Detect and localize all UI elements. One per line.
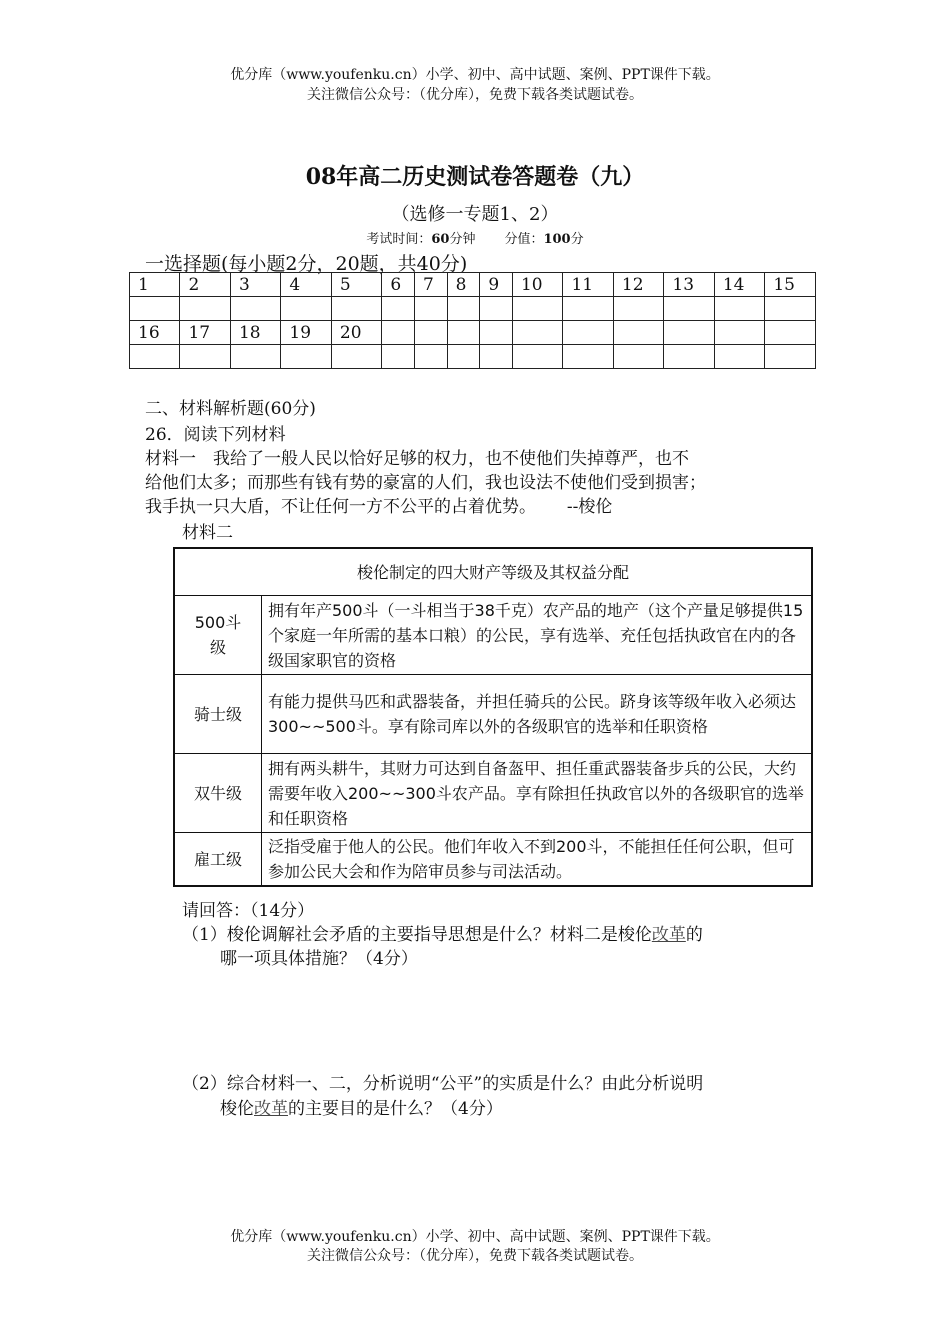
question-number [480, 321, 513, 345]
question-2-cont [220, 1096, 503, 1122]
answer-cell[interactable] [415, 297, 448, 321]
question-number: 15 [765, 273, 816, 297]
header-line-1: 优分库（www.youfenku.cn）小学、初中、高中试题、案例、PPT课件下载。 [230, 67, 720, 83]
answer-cell [563, 345, 613, 369]
page-subtitle: （选修一专题1、2） [391, 204, 559, 225]
answer-cell [480, 345, 513, 369]
score-label: 分值： [504, 232, 544, 247]
answer-cell [613, 345, 663, 369]
answer-cell [447, 345, 480, 369]
answer-cell[interactable] [512, 297, 562, 321]
question-number [415, 321, 448, 345]
question-number [447, 321, 480, 345]
time-label: 考试时间： [366, 232, 432, 247]
table-row [174, 754, 812, 833]
answer-cell[interactable] [382, 297, 415, 321]
header-line-2: 关注微信公众号：（优分库），免费下载各类试题试卷。 [307, 87, 643, 103]
section1-heading: 一选择题(每小题2分，20题，共40分) [145, 253, 468, 275]
question-number [664, 321, 714, 345]
score-value: 100 [543, 232, 571, 247]
question-2: （2）综合材料一、二，分析说明“公平”的实质是什么？由此分析说明 [182, 1074, 704, 1094]
reform-link[interactable]: 改革 [651, 925, 686, 945]
reform-link[interactable]: 改革 [254, 1099, 288, 1119]
answer-cell[interactable] [765, 297, 816, 321]
grade-name: 500斗级 [174, 596, 262, 675]
question-number: 17 [180, 321, 230, 345]
answer-grid [129, 272, 816, 369]
answer-cell[interactable] [230, 345, 280, 369]
question-1-text-end: 的 [685, 925, 703, 945]
question-number: 10 [512, 273, 562, 297]
grade-description: 拥有两头耕牛，其财力可达到自备盔甲、担任重武器装备步兵的公民，大约需要年收入200~~300斗农产品。享有除担任执政官以外的各级职官的选举和任职资格 [262, 754, 813, 833]
page-title: 08年高二历史测试卷答题卷（九） [305, 164, 645, 190]
question-number: 2 [180, 273, 230, 297]
answer-cell[interactable] [331, 345, 381, 369]
question-2-text: 梭伦 [220, 1099, 254, 1119]
question-number: 20 [331, 321, 381, 345]
answer-cell [664, 345, 714, 369]
question-number: 4 [281, 273, 331, 297]
table-row [174, 596, 812, 675]
answer-cell[interactable] [613, 297, 663, 321]
answer-cell [382, 345, 415, 369]
answer-cell [714, 345, 764, 369]
answer-grid-row [130, 321, 816, 345]
answer-cell[interactable] [281, 345, 331, 369]
answer-prompt: 请回答：（14分） [182, 901, 315, 921]
grade-name: 双牛级 [174, 754, 262, 833]
footer-line-2: 关注微信公众号：（优分库），免费下载各类试题试卷。 [307, 1248, 643, 1264]
grade-name: 雇工级 [174, 833, 262, 887]
question-number: 11 [563, 273, 613, 297]
question-number [613, 321, 663, 345]
time-unit: 分钟 [449, 232, 476, 247]
answer-cell [512, 345, 562, 369]
table-row [174, 675, 812, 754]
question-number [512, 321, 562, 345]
material1-line: 我手执一只大盾，不让任何一方不公平的占着优势。 --梭伦 [145, 497, 613, 517]
question-number: 7 [415, 273, 448, 297]
grade-description: 拥有年产500斗（一斗相当于38千克）农产品的地产（这个产量足够提供15个家庭一年所需的基本口粮）的公民，享有选举、充任包括执政官在内的各级国家职官的资格 [262, 596, 813, 675]
score-unit: 分 [570, 232, 584, 247]
question-number: 12 [613, 273, 663, 297]
answer-cell[interactable] [331, 297, 381, 321]
question-number [714, 321, 764, 345]
material1-line: 给他们太多；而那些有钱有势的豪富的人们，我也设法不使他们受到损害； [145, 473, 706, 493]
footer-line-1: 优分库（www.youfenku.cn）小学、初中、高中试题、案例、PPT课件下载。 [230, 1229, 720, 1245]
material1-line: 材料一 我给了一般人民以恰好足够的权力，也不使他们失掉尊严，也不 [145, 449, 689, 469]
answer-cell[interactable] [180, 345, 230, 369]
answer-cell[interactable] [714, 297, 764, 321]
question-1-cont: 哪一项具体措施？（4分） [220, 949, 418, 969]
grade-name: 骑士级 [174, 675, 262, 754]
question-number: 18 [230, 321, 280, 345]
question-number: 13 [664, 273, 714, 297]
question-number: 3 [230, 273, 280, 297]
question-number [382, 321, 415, 345]
answer-cell[interactable] [130, 345, 180, 369]
question-number: 1 [130, 273, 180, 297]
question-number: 5 [331, 273, 381, 297]
answer-cell[interactable] [130, 297, 180, 321]
question-1 [182, 922, 703, 948]
grade-description: 有能力提供马匹和武器装备，并担任骑兵的公民。跻身该等级年收入必须达300~~500斗。享有除司库以外的各级职官的选举和任职资格 [262, 675, 813, 754]
question-number: 8 [447, 273, 480, 297]
grade-description: 泛指受雇于他人的公民。他们年收入不到200斗，不能担任任何公职，但可参加公民大会和作为陪审员参与司法活动。 [262, 833, 813, 887]
answer-cell [765, 345, 816, 369]
question-number: 16 [130, 321, 180, 345]
table-caption: 梭伦制定的四大财产等级及其权益分配 [174, 548, 812, 596]
answer-row [130, 297, 816, 321]
question-number: 14 [714, 273, 764, 297]
question-1-text: （1）梭伦调解社会矛盾的主要指导思想是什么？材料二是梭伦 [182, 925, 652, 945]
answer-cell [415, 345, 448, 369]
answer-cell[interactable] [281, 297, 331, 321]
answer-cell[interactable] [230, 297, 280, 321]
question-number: 19 [281, 321, 331, 345]
question-2-text-end: 的主要目的是什么？（4分） [288, 1099, 503, 1119]
question-number [563, 321, 613, 345]
question-26: 26．阅读下列材料 [145, 425, 286, 445]
material2-label: 材料二 [182, 523, 233, 543]
answer-cell[interactable] [180, 297, 230, 321]
answer-grid-row [130, 273, 816, 297]
question-number: 6 [382, 273, 415, 297]
property-grades-table [173, 547, 813, 887]
answer-cell[interactable] [447, 297, 480, 321]
time-value: 60 [431, 232, 450, 247]
question-number [765, 321, 816, 345]
answer-cell[interactable] [480, 297, 513, 321]
section2-heading: 二、材料解析题(60分) [145, 399, 316, 419]
answer-row [130, 345, 816, 369]
table-row [174, 833, 812, 887]
exam-meta [0, 228, 950, 247]
question-number: 9 [480, 273, 513, 297]
answer-cell[interactable] [664, 297, 714, 321]
answer-cell[interactable] [563, 297, 613, 321]
